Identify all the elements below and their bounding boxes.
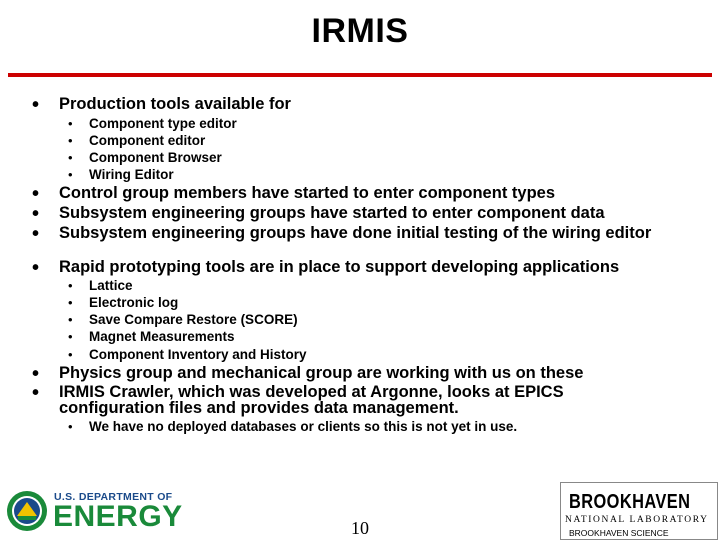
sub-bullet-dot: • (68, 116, 73, 131)
bullet-text: IRMIS Crawler, which was developed at Argonne, looks at EPICS configuration files and provides data management. (59, 383, 564, 417)
bnl-logo (560, 482, 718, 540)
sub-bullet-text: Electronic log (89, 295, 179, 310)
doe-department-label: U.S. DEPARTMENT OF (54, 491, 173, 503)
page-number: 10 (351, 518, 369, 538)
bullet-text: Production tools available for (59, 95, 291, 113)
bnl-national-lab-label: NATIONAL LABORATORY (565, 515, 709, 525)
bullet-dot: • (32, 183, 40, 205)
doe-logo (4, 488, 184, 538)
bullet-dot: • (32, 94, 40, 116)
sub-bullet-text: Component editor (89, 133, 206, 148)
sub-bullet-text: Component Browser (89, 150, 222, 165)
sub-bullet-dot: • (68, 278, 73, 293)
sub-bullet-dot: • (68, 312, 73, 327)
bullet-text: Subsystem engineering groups have started to enter component data (59, 204, 605, 222)
bullet-text: Subsystem engineering groups have done initial testing of the wiring editor (59, 224, 652, 242)
bullet-text: Physics group and mechanical group are working with us on these (59, 364, 584, 382)
bullet-text: Rapid prototyping tools are in place to support developing applications (59, 258, 620, 276)
sub-bullet-text: Wiring Editor (89, 167, 174, 182)
doe-energy-label: ENERGY (53, 500, 183, 533)
bullet-dot: • (32, 223, 40, 245)
sub-bullet-text: Magnet Measurements (89, 329, 235, 344)
sub-bullet-text: Save Compare Restore (SCORE) (89, 312, 298, 327)
sub-bullet-text: Component Inventory and History (89, 347, 307, 362)
bullet-dot: • (32, 257, 40, 279)
sub-bullet-dot: • (68, 150, 73, 165)
sub-bullet-dot: • (68, 295, 73, 310)
bullet-dot: • (32, 363, 40, 385)
sub-bullet-text: We have no deployed databases or clients so this is not yet in use. (89, 419, 518, 434)
slide-title: IRMIS (311, 12, 409, 50)
bullet-dot: • (32, 203, 40, 225)
bullet-dot: • (32, 382, 40, 404)
sub-bullet-dot: • (68, 167, 73, 182)
sub-bullet-dot: • (68, 419, 73, 434)
sub-bullet-text: Component type editor (89, 116, 237, 131)
bullet-text: Control group members have started to enter component types (59, 184, 555, 202)
sub-bullet-dot: • (68, 329, 73, 344)
doe-seal-icon (6, 490, 48, 532)
sub-bullet-text: Lattice (89, 278, 133, 293)
sub-bullet-dot: • (68, 133, 73, 148)
bnl-science-label: BROOKHAVEN SCIENCE (569, 528, 669, 538)
sub-bullet-dot: • (68, 347, 73, 362)
bnl-brookhaven-label: BROOKHAVEN (569, 491, 691, 513)
